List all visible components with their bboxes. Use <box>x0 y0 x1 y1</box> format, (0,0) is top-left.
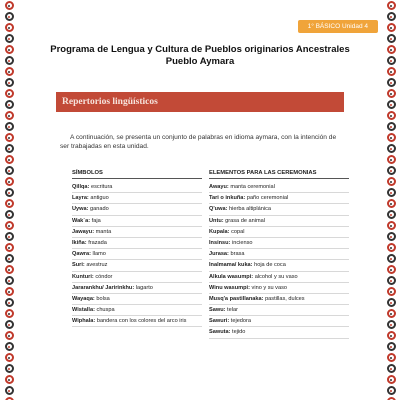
border-motif-icon <box>387 265 396 274</box>
vocab-term: Wistalla: <box>72 307 95 314</box>
border-motif-icon <box>387 166 396 175</box>
vocab-term: Jararankhu/ Jaririnkhu: <box>72 284 135 291</box>
section-banner <box>56 92 344 112</box>
border-motif-icon <box>5 320 14 329</box>
vocab-meaning: escritura <box>90 184 113 190</box>
vocab-term: Kupala: <box>209 228 230 235</box>
vocab-meaning: cóndor <box>95 273 113 280</box>
border-motif-icon <box>5 287 14 296</box>
border-motif-icon <box>5 375 14 384</box>
vocab-term: Wiphala: <box>72 318 96 325</box>
border-motif-icon <box>5 232 14 241</box>
vocab-row <box>209 294 349 305</box>
vocab-term: Jurasa: <box>209 251 229 258</box>
border-motif-icon <box>387 210 396 219</box>
border-motif-icon <box>5 155 14 164</box>
vocab-meaning: alcohol y su vaso <box>254 273 298 280</box>
section-title: Repertorios lingüísticos <box>62 97 158 107</box>
page-title <box>0 44 400 68</box>
border-motif-icon <box>387 177 396 186</box>
border-motif-icon <box>387 331 396 340</box>
vocab-term: Kunturi: <box>72 273 94 280</box>
vocab-row <box>209 227 349 238</box>
vocab-row <box>72 249 202 260</box>
border-motif-icon <box>5 221 14 230</box>
vocab-row <box>72 294 202 305</box>
border-motif-icon <box>5 111 14 120</box>
simbolos-header: SÍMBOLOS <box>72 170 202 179</box>
border-motif-icon <box>5 1 14 10</box>
border-motif-icon <box>387 34 396 43</box>
vocab-row <box>72 272 202 283</box>
vocab-meaning: manta ceremonial <box>230 184 275 190</box>
vocab-term: Wayaqa: <box>72 295 95 302</box>
vocab-row <box>209 260 349 271</box>
border-motif-icon <box>5 12 14 21</box>
vocab-row <box>72 238 202 249</box>
unit-badge: 1° BÁSICO Unidad 4 <box>298 20 378 33</box>
border-motif-icon <box>387 23 396 32</box>
vocab-term: Alkula wasumpi: <box>209 273 254 280</box>
border-motif-icon <box>5 265 14 274</box>
border-motif-icon <box>387 276 396 285</box>
vocab-meaning: hierba altiplánica <box>229 206 271 213</box>
border-motif-icon <box>5 353 14 362</box>
vocab-row <box>209 182 349 193</box>
border-motif-icon <box>5 210 14 219</box>
border-motif-icon <box>387 221 396 230</box>
vocab-term: Sawuri: <box>209 318 230 325</box>
vocab-term: Musq'a pastillanaka: <box>209 295 264 302</box>
border-motif-icon <box>5 78 14 87</box>
vocab-meaning: tejido <box>232 329 246 336</box>
border-motif-icon <box>5 122 14 131</box>
vocab-row <box>72 193 202 204</box>
vocab-row <box>209 305 349 316</box>
vocab-term: Tari o inkuña: <box>209 195 246 202</box>
border-motif-icon <box>387 111 396 120</box>
border-motif-icon <box>387 133 396 142</box>
vocab-meaning: telar <box>227 307 238 314</box>
border-motif-icon <box>5 254 14 263</box>
vocab-meaning: manta <box>95 228 112 235</box>
vocab-meaning: faja <box>91 217 101 224</box>
intro-paragraph: A continuación, se presenta un conjunto de palabras en idioma aymara, con la intención de ser trabajadas en esta unidad. <box>60 134 337 150</box>
vocab-term: Uywa: <box>72 206 89 213</box>
vocab-meaning: bandera con los colores del arco iris <box>96 318 187 325</box>
border-motif-icon <box>5 331 14 340</box>
vocab-row <box>209 327 349 338</box>
border-motif-icon <box>387 243 396 252</box>
vocab-meaning: incienso <box>232 239 253 246</box>
vocab-meaning: copal <box>231 228 245 235</box>
border-motif-icon <box>5 309 14 318</box>
vocab-row <box>72 227 202 238</box>
vocab-row <box>209 238 349 249</box>
border-motif-icon <box>387 353 396 362</box>
border-motif-icon <box>387 342 396 351</box>
border-motif-icon <box>5 100 14 109</box>
border-motif-icon <box>5 67 14 76</box>
vocab-row <box>72 283 202 294</box>
vocab-row <box>72 216 202 227</box>
vocab-term: Qillqa: <box>72 184 90 190</box>
border-motif-icon <box>387 320 396 329</box>
border-motif-icon <box>387 254 396 263</box>
border-motif-icon <box>387 1 396 10</box>
border-motif-icon <box>387 232 396 241</box>
border-motif-icon <box>5 23 14 32</box>
border-motif-icon <box>387 309 396 318</box>
border-motif-icon <box>387 199 396 208</box>
simbolos-list <box>72 170 202 327</box>
vocab-row <box>209 204 349 215</box>
vocab-term: Awayu: <box>209 184 229 190</box>
border-motif-icon <box>5 177 14 186</box>
vocab-row <box>72 305 202 316</box>
vocab-term: Ikiña: <box>72 239 87 246</box>
border-motif-icon <box>5 342 14 351</box>
vocab-term: Untu: <box>209 217 224 224</box>
border-motif-icon <box>387 188 396 197</box>
vocab-meaning: bolsa <box>96 295 110 302</box>
border-motif-icon <box>5 144 14 153</box>
border-motif-icon <box>387 144 396 153</box>
vocab-row <box>209 283 349 294</box>
border-motif-icon <box>387 155 396 164</box>
border-motif-icon <box>387 364 396 373</box>
vocab-row <box>209 249 349 260</box>
border-motif-icon <box>5 243 14 252</box>
vocab-term: Sawu: <box>209 307 226 314</box>
vocab-meaning: grasa de animal <box>225 217 265 224</box>
vocab-term: Insinsu: <box>209 239 231 246</box>
vocab-term: Wak´a: <box>72 217 91 224</box>
border-motif-icon <box>5 188 14 197</box>
vocab-term: Jawayu: <box>72 228 95 235</box>
vocab-meaning: avestruz <box>86 262 108 269</box>
border-motif-icon <box>5 199 14 208</box>
vocab-term: Winu wasumpi: <box>209 284 250 291</box>
vocab-row <box>72 316 202 327</box>
border-motif-icon <box>387 298 396 307</box>
border-motif-icon <box>387 67 396 76</box>
ceremonias-list <box>209 170 349 339</box>
ceremonias-header: ELEMENTOS PARA LAS CEREMONIAS <box>209 170 349 179</box>
border-motif-icon <box>387 386 396 395</box>
vocab-row <box>72 260 202 271</box>
border-motif-icon <box>5 276 14 285</box>
vocab-term: Inalmama/ kuka: <box>209 262 253 269</box>
border-motif-icon <box>5 364 14 373</box>
vocab-term: Suri: <box>72 262 85 269</box>
vocab-meaning: hoja de coca <box>254 262 286 269</box>
border-motif-icon <box>387 78 396 87</box>
vocab-term: Qawra: <box>72 251 91 258</box>
border-motif-icon <box>387 287 396 296</box>
vocab-meaning: frazada <box>88 239 107 246</box>
vocab-row <box>209 193 349 204</box>
vocab-meaning: brasa <box>230 251 245 258</box>
vocab-meaning: llamo <box>92 251 106 258</box>
border-motif-icon <box>5 386 14 395</box>
border-motif-icon <box>5 89 14 98</box>
vocab-row <box>209 316 349 327</box>
border-motif-icon <box>5 298 14 307</box>
border-motif-icon <box>5 34 14 43</box>
vocab-term: Sawuta: <box>209 329 231 336</box>
vocab-meaning: lagarto <box>135 284 153 291</box>
border-motif-icon <box>5 166 14 175</box>
title-line-1: Programa de Lengua y Cultura de Pueblos originarios Ancestrales <box>50 44 350 55</box>
vocab-meaning: chuspa <box>96 307 115 314</box>
vocab-meaning: ganado <box>90 206 109 213</box>
border-motif-icon <box>387 89 396 98</box>
vocab-row <box>72 204 202 215</box>
vocab-meaning: vino y su vaso <box>251 284 287 291</box>
border-motif-icon <box>387 12 396 21</box>
border-motif-icon <box>387 375 396 384</box>
vocab-row <box>209 216 349 227</box>
border-motif-icon <box>387 122 396 131</box>
vocab-meaning: paño ceremonial <box>246 195 289 202</box>
vocab-term: Q'uwa: <box>209 206 228 213</box>
vocab-meaning: antiguo <box>90 195 109 202</box>
vocab-term: Layra: <box>72 195 89 202</box>
vocab-row <box>209 272 349 283</box>
border-motif-icon <box>5 133 14 142</box>
border-motif-icon <box>387 100 396 109</box>
vocab-row <box>72 182 202 193</box>
title-line-2: Pueblo Aymara <box>165 56 235 67</box>
vocab-meaning: tejedora <box>230 318 251 325</box>
vocab-meaning: pastillas, dulces <box>265 295 305 302</box>
